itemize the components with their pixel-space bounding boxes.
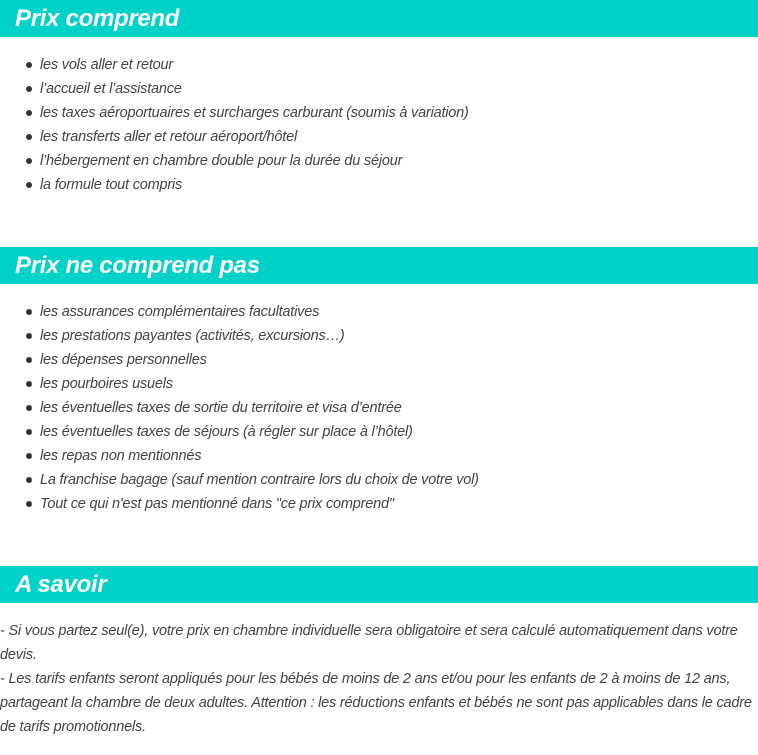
list-item: Tout ce qui n'est pas mentionné dans "ce prix comprend" bbox=[0, 492, 758, 516]
section-header-good-to-know bbox=[0, 566, 758, 603]
list-item: l’hébergement en chambre double pour la durée du séjour bbox=[0, 149, 758, 173]
bullet-icon bbox=[26, 309, 32, 315]
list-item: les vols aller et retour bbox=[0, 53, 758, 77]
list-item: l’accueil et l’assistance bbox=[0, 77, 758, 101]
list-item: la formule tout compris bbox=[0, 173, 758, 197]
section-price-includes bbox=[0, 0, 758, 193]
section-header-price-excludes bbox=[0, 247, 758, 284]
excluded-list bbox=[0, 300, 758, 516]
bullet-icon bbox=[26, 182, 32, 188]
list-item: La franchise bagage (sauf mention contraire lors du choix de votre vol) bbox=[0, 468, 758, 492]
bullet-icon bbox=[26, 86, 32, 92]
bullet-icon bbox=[26, 333, 32, 339]
bullet-icon bbox=[26, 62, 32, 68]
section-title: Prix ne comprend pas bbox=[15, 252, 260, 279]
bullet-icon bbox=[26, 477, 32, 483]
section-title: A savoir bbox=[15, 571, 107, 598]
list-item: les dépenses personnelles bbox=[0, 348, 758, 372]
section-price-excludes bbox=[0, 247, 758, 512]
bullet-icon bbox=[26, 134, 32, 140]
list-item: les éventuelles taxes de sortie du territoire et visa d’entrée bbox=[0, 396, 758, 420]
info-paragraph-single-traveler: - Si vous partez seul(e), votre prix en chambre individuelle sera obligatoire et sera calculé automatiquement dans votre devis. bbox=[0, 623, 738, 663]
list-item: les pourboires usuels bbox=[0, 372, 758, 396]
list-item: les éventuelles taxes de séjours (à régler sur place à l’hôtel) bbox=[0, 420, 758, 444]
info-text bbox=[0, 619, 754, 739]
bullet-icon bbox=[26, 158, 32, 164]
list-item: les prestations payantes (activités, excursions…) bbox=[0, 324, 758, 348]
bullet-icon bbox=[26, 405, 32, 411]
bullet-icon bbox=[26, 110, 32, 116]
bullet-icon bbox=[26, 501, 32, 507]
section-title: Prix comprend bbox=[15, 5, 180, 32]
info-paragraph-child-rates: - Les tarifs enfants seront appliqués pour les bébés de moins de 2 ans et/ou pour les enfants de 2 à moins de 12 ans, partageant la chambre de deux adultes. Attention : les réductions enfants et bébés ne sont pas applicables dans le cadre de tarifs promotionnels. bbox=[0, 671, 752, 735]
bullet-icon bbox=[26, 357, 32, 363]
list-item: les repas non mentionnés bbox=[0, 444, 758, 468]
list-item: les assurances complémentaires facultatives bbox=[0, 300, 758, 324]
section-good-to-know bbox=[0, 566, 758, 735]
bullet-icon bbox=[26, 453, 32, 459]
included-list bbox=[0, 53, 758, 197]
list-item: les taxes aéroportuaires et surcharges carburant (soumis à variation) bbox=[0, 101, 758, 125]
section-header-price-includes bbox=[0, 0, 758, 37]
bullet-icon bbox=[26, 429, 32, 435]
list-item: les transferts aller et retour aéroport/hôtel bbox=[0, 125, 758, 149]
bullet-icon bbox=[26, 381, 32, 387]
